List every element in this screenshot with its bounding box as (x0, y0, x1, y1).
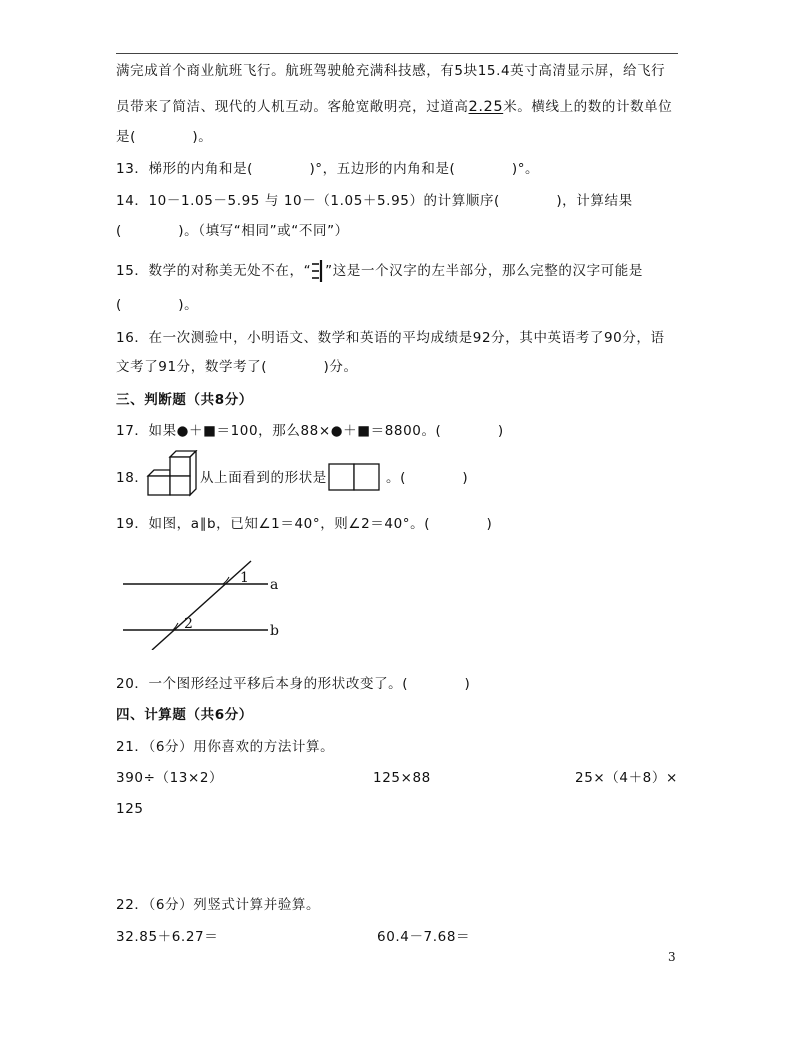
question-15-line-1 (116, 259, 643, 283)
question-22: 22．（6分）列竖式计算并验算。 (116, 897, 321, 913)
intro-text-pre: 员带来了简洁、现代的人机互动。客舱宽敞明亮，过道高 (116, 99, 469, 115)
parallel-lines-figure (118, 560, 288, 650)
intro-line-2 (116, 98, 672, 116)
underlined-value: 2.25 (468, 99, 504, 115)
top-view-figure (328, 463, 381, 491)
question-17: 17．如果●＋■＝100，那么88×●＋■＝8800。( ) (116, 423, 504, 439)
section-3-heading: 三、判断题（共8分） (116, 392, 253, 408)
q21-item-3: 25×（4＋8）× (575, 770, 678, 786)
q21-item-3-wrap: 125 (116, 801, 144, 817)
intro-text-post: 米。横线上的数的计数单位 (503, 99, 673, 115)
question-16-line-1: 16．在一次测验中，小明语文、数学和英语的平均成绩是92分，其中英语考了90分，语 (116, 330, 665, 346)
header-rule (116, 53, 678, 54)
line-a-label: a (270, 577, 279, 593)
q21-item-2: 125×88 (373, 770, 431, 786)
question-14-line-1: 14．10－1.05－5.95 与 10－（1.05＋5.95）的计算顺序( )，计算结果 (116, 193, 633, 209)
transversal-line (152, 561, 251, 650)
question-15-line-2: ( )。 (116, 297, 199, 313)
q21-item-1: 390÷（13×2） (116, 770, 224, 786)
question-20: 20．一个图形经过平移后本身的形状改变了。( ) (116, 676, 471, 692)
intro-line-3: 是( )。 (116, 129, 213, 145)
question-16-line-2: 文考了91分，数学考了( )分。 (116, 359, 358, 375)
line-b-label: b (270, 623, 279, 639)
q15-text-pre: 15．数学的对称美无处不在，“ (116, 263, 312, 279)
question-21: 21．（6分）用你喜欢的方法计算。 (116, 739, 335, 755)
question-13: 13．梯形的内角和是( )°，五边形的内角和是( )°。 (116, 161, 540, 177)
q22-item-1: 32.85＋6.27＝ (116, 929, 219, 945)
angle-2-label: 2 (184, 616, 193, 632)
section-4-heading: 四、计算题（共6分） (116, 707, 253, 723)
angle-1-label: 1 (240, 570, 249, 586)
intro-line-1: 满完成首个商业航班飞行。航班驾驶舱充满科技感，有5块15.4英寸高清显示屏，给飞行 (116, 63, 666, 79)
q22-item-2: 60.4－7.68＝ (377, 929, 471, 945)
question-19: 19．如图，a∥b，已知∠1＝40°，则∠2＝40°。( ) (116, 516, 493, 532)
page-number: 3 (668, 950, 676, 964)
question-18-text: 从上面看到的形状是 (200, 470, 327, 486)
character-half-icon (311, 259, 325, 283)
question-18-tail: 。( ) (386, 470, 469, 486)
question-14-line-2: ( )。（填写“相同”或“不同”） (116, 223, 349, 239)
q15-text-post: ”这是一个汉字的左半部分，那么完整的汉字可能是 (325, 263, 643, 279)
question-18-number: 18． (116, 470, 149, 486)
cube-stack-figure (146, 450, 200, 502)
